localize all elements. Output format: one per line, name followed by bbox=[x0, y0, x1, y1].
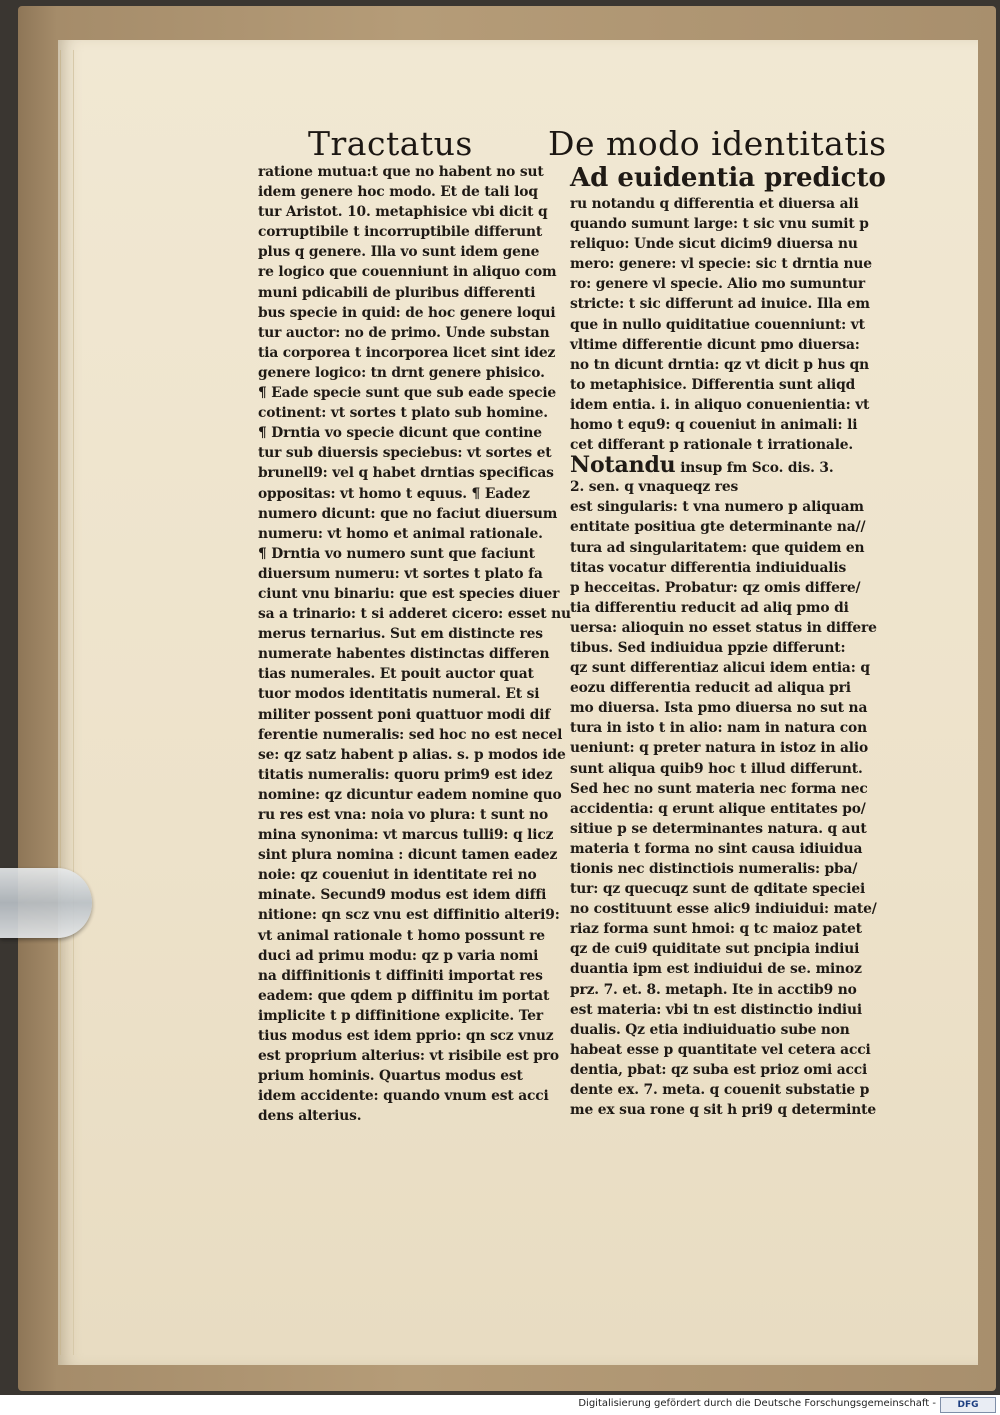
text-line: ¶ Drntia vo numero sunt que faciunt bbox=[258, 545, 535, 562]
text-line: cotinent: vt sortes t plato sub homine. bbox=[258, 405, 548, 422]
text-line: est singularis: t vna numero p aliquam bbox=[570, 499, 864, 516]
text-column-right bbox=[570, 162, 886, 1119]
text-line: duantia ipm est indiuidui de se. minoz bbox=[570, 961, 862, 978]
text-line: ratione mutua:t que no habent no sut bbox=[258, 164, 544, 180]
text-line: genere logico: tn drnt genere phisico. bbox=[258, 364, 545, 381]
text-line: Sed hec no sunt materia nec forma nec bbox=[570, 780, 868, 797]
text-line: militer possent poni quattuor modi dif bbox=[258, 706, 551, 723]
notandum-rest: insup fm Sco. dis. 3. bbox=[680, 460, 834, 477]
text-line: idem genere hoc modo. Et de tali loq bbox=[258, 184, 538, 201]
text-line: idem entia. i. in aliquo conuenientia: vt bbox=[570, 396, 870, 413]
text-line: sint plura nomina : dicunt tamen eadez bbox=[258, 847, 558, 864]
text-line: accidentia: q erunt alique entitates po/ bbox=[570, 800, 866, 817]
text-line: eozu differentia reducit ad aliqua pri bbox=[570, 680, 851, 697]
text-line: numero dicunt: que no faciut diuersum bbox=[258, 505, 558, 522]
text-line: plus q genere. Illa vo sunt idem gene bbox=[258, 244, 540, 261]
text-line: mero: genere: vl specie: sic t drntia nue bbox=[570, 256, 872, 273]
text-column-left bbox=[258, 162, 571, 1125]
text-line: ferentie numeralis: sed hoc no est necel bbox=[258, 726, 563, 743]
text-line: corruptibile t incorruptibile differunt bbox=[258, 224, 543, 241]
text-line: numeru: vt homo et animal rationale. bbox=[258, 525, 543, 542]
column-right-tail bbox=[570, 477, 885, 1120]
text-line: homo t equ9: q coueniut in animali: li bbox=[570, 417, 858, 434]
text-line: p hecceitas. Probatur: qz omis differe/ bbox=[570, 579, 861, 596]
text-line: brunell9: vel q habet drntias specificas bbox=[258, 465, 554, 482]
text-line: mina synonima: vt marcus tulli9: q licz bbox=[258, 827, 554, 844]
text-line: 2. sen. q vnaqueqz res bbox=[570, 479, 739, 496]
text-line: stricte: t sic differunt ad inuice. Illa em bbox=[570, 296, 870, 313]
text-line: entitate positiua gte determinante na// bbox=[570, 519, 866, 536]
text-line: tur auctor: no de primo. Unde substan bbox=[258, 324, 550, 341]
text-line: ru res est vna: noia vo plura: t sunt no bbox=[258, 807, 549, 823]
text-line: dente ex. 7. meta. q couenit substatie p bbox=[570, 1082, 870, 1099]
text-line: titatis numeralis: quoru prim9 est idez bbox=[258, 766, 553, 783]
text-line: ciunt vnu binariu: que est species diuer bbox=[258, 585, 560, 602]
text-line: dens alterius. bbox=[258, 1108, 362, 1125]
column-right-paragraph bbox=[570, 194, 885, 455]
text-line: me ex sua rone q sit h pri9 q determinte bbox=[570, 1102, 876, 1119]
text-line: tura in isto t in alio: nam in natura con bbox=[570, 720, 867, 737]
text-line: ¶ Eade specie sunt que sub eade specie bbox=[258, 385, 557, 402]
text-line: qz de cui9 quiditate sut pncipia indiui bbox=[570, 941, 860, 958]
text-line: dualis. Qz etia indiuiduatio sube non bbox=[570, 1021, 850, 1038]
text-line: ro: genere vl specie. Alio mo sumuntur bbox=[570, 276, 865, 293]
text-line: vltime differentie dicunt pmo diuersa: bbox=[570, 336, 860, 353]
text-line: implicite t p diffinitione explicite. Ter bbox=[258, 1007, 544, 1024]
text-line: no tn dicunt drntia: qz vt dicit p hus qn bbox=[570, 356, 869, 373]
text-line: no costituunt esse alic9 indiuidui: mate/ bbox=[570, 901, 877, 918]
text-line: prium hominis. Quartus modus est bbox=[258, 1068, 523, 1085]
text-line: re logico que couenniunt in aliquo com bbox=[258, 264, 557, 281]
running-head-right: De modo identitatis bbox=[548, 124, 887, 163]
text-line: numerate habentes distinctas differen bbox=[258, 646, 550, 663]
text-line: ueniunt: q preter natura in istoz in alio bbox=[570, 740, 869, 757]
text-line: qz sunt differentiaz alicui idem entia: q bbox=[570, 660, 870, 677]
text-line: oppositas: vt homo t equus. ¶ Eadez bbox=[258, 485, 530, 502]
text-line: noie: qz coueniut in identitate rei no bbox=[258, 867, 537, 884]
text-line: to metaphisice. Differentia sunt aliqd bbox=[570, 376, 856, 393]
text-line: tionis nec distinctiois numeralis: pba/ bbox=[570, 861, 858, 877]
text-line: duci ad primu modu: qz p varia nomi bbox=[258, 947, 539, 964]
text-line: tia corporea t incorporea licet sint idez bbox=[258, 344, 556, 361]
text-line: sunt aliqua quib9 hoc t illud differunt. bbox=[570, 760, 863, 777]
text-line: sa a trinario: t si adderet cicero: esset nu bbox=[258, 606, 571, 623]
page-edge bbox=[60, 50, 74, 1355]
text-line: titas vocatur differentia indiuidualis bbox=[570, 559, 847, 576]
notandum-initial: Notandu bbox=[570, 452, 676, 479]
text-line: quando sumunt large: t sic vnu sumit p bbox=[570, 216, 869, 233]
text-line: cet differant p rationale t irrationale. bbox=[570, 437, 854, 454]
text-line: tur Aristot. 10. metaphisice vbi dicit q bbox=[258, 204, 548, 221]
text-line: uersa: alioquin no esset status in differe bbox=[570, 619, 877, 636]
text-line: est materia: vbi tn est distinctio indiui bbox=[570, 1001, 862, 1018]
text-line: ¶ Drntia vo specie dicunt que contine bbox=[258, 425, 542, 442]
text-line: sitiue p se determinantes natura. q aut bbox=[570, 820, 867, 837]
text-line: idem accidente: quando vnum est acci bbox=[258, 1088, 549, 1105]
text-line: vt animal rationale t homo possunt re bbox=[258, 927, 545, 944]
text-line: mo diuersa. Ista pmo diuersa no sut na bbox=[570, 700, 868, 717]
running-head-left: Tractatus bbox=[308, 124, 473, 163]
notandum-line bbox=[570, 452, 885, 479]
text-line: materia t forma no sint causa idiuidua bbox=[570, 840, 863, 857]
text-line: riaz forma sunt hmoi: q tc maioz patet bbox=[570, 921, 862, 938]
text-line: dentia, pbat: qz suba est prioz omi acci bbox=[570, 1061, 868, 1078]
text-line: ru notandu q differentia et diuersa ali bbox=[570, 196, 859, 212]
text-line: nitione: qn scz vnu est diffinitio alteri9: bbox=[258, 907, 560, 924]
text-line: reliquo: Unde sicut dicim9 diuersa nu bbox=[570, 236, 858, 253]
text-line: tuor modos identitatis numeral. Et si bbox=[258, 686, 540, 703]
text-line: tura ad singularitatem: que quidem en bbox=[570, 539, 865, 556]
text-line: tias numerales. Et pouit auctor quat bbox=[258, 666, 534, 683]
text-line: na diffinitionis t diffiniti importat res bbox=[258, 967, 543, 984]
dfg-logo: DFG bbox=[940, 1397, 996, 1413]
text-line: tibus. Sed indiuidua ppzie differunt: bbox=[570, 639, 846, 656]
text-line: merus ternarius. Sut em distincte res bbox=[258, 626, 543, 643]
text-line: tia differentiu reducit ad aliq pmo di bbox=[570, 599, 849, 616]
text-line: prz. 7. et. 8. metaph. Ite in acctib9 no bbox=[570, 981, 857, 998]
text-line: minate. Secund9 modus est idem diffi bbox=[258, 887, 547, 904]
text-line: bus specie in quid: de hoc genere loqui bbox=[258, 304, 556, 321]
text-line: diuersum numeru: vt sortes t plato fa bbox=[258, 565, 543, 582]
text-line: tur sub diuersis speciebus: vt sortes et bbox=[258, 445, 552, 462]
text-line: se: qz satz habent p alias. s. p modos ide bbox=[258, 746, 566, 763]
text-line: tur: qz quecuqz sunt de qditate speciei bbox=[570, 881, 866, 898]
column-heading: Ad euidentia predicto bbox=[570, 163, 886, 193]
text-line: tius modus est idem pprio: qn scz vnuz bbox=[258, 1028, 554, 1045]
text-line: muni pdicabili de pluribus differenti bbox=[258, 284, 536, 301]
text-line: nomine: qz dicuntur eadem nomine quo bbox=[258, 786, 562, 803]
text-line: eadem: que qdem p diffinitu im portat bbox=[258, 987, 550, 1004]
text-line: habeat esse p quantitate vel cetera acci bbox=[570, 1041, 871, 1058]
page-clip bbox=[0, 868, 92, 938]
text-line: que in nullo quiditatiue couenniunt: vt bbox=[570, 316, 865, 333]
footer-credit: Digitalisierung gefördert durch die Deutsche Forschungsgemeinschaft - bbox=[578, 1398, 936, 1409]
text-line: est proprium alterius: vt risibile est pro bbox=[258, 1048, 559, 1065]
